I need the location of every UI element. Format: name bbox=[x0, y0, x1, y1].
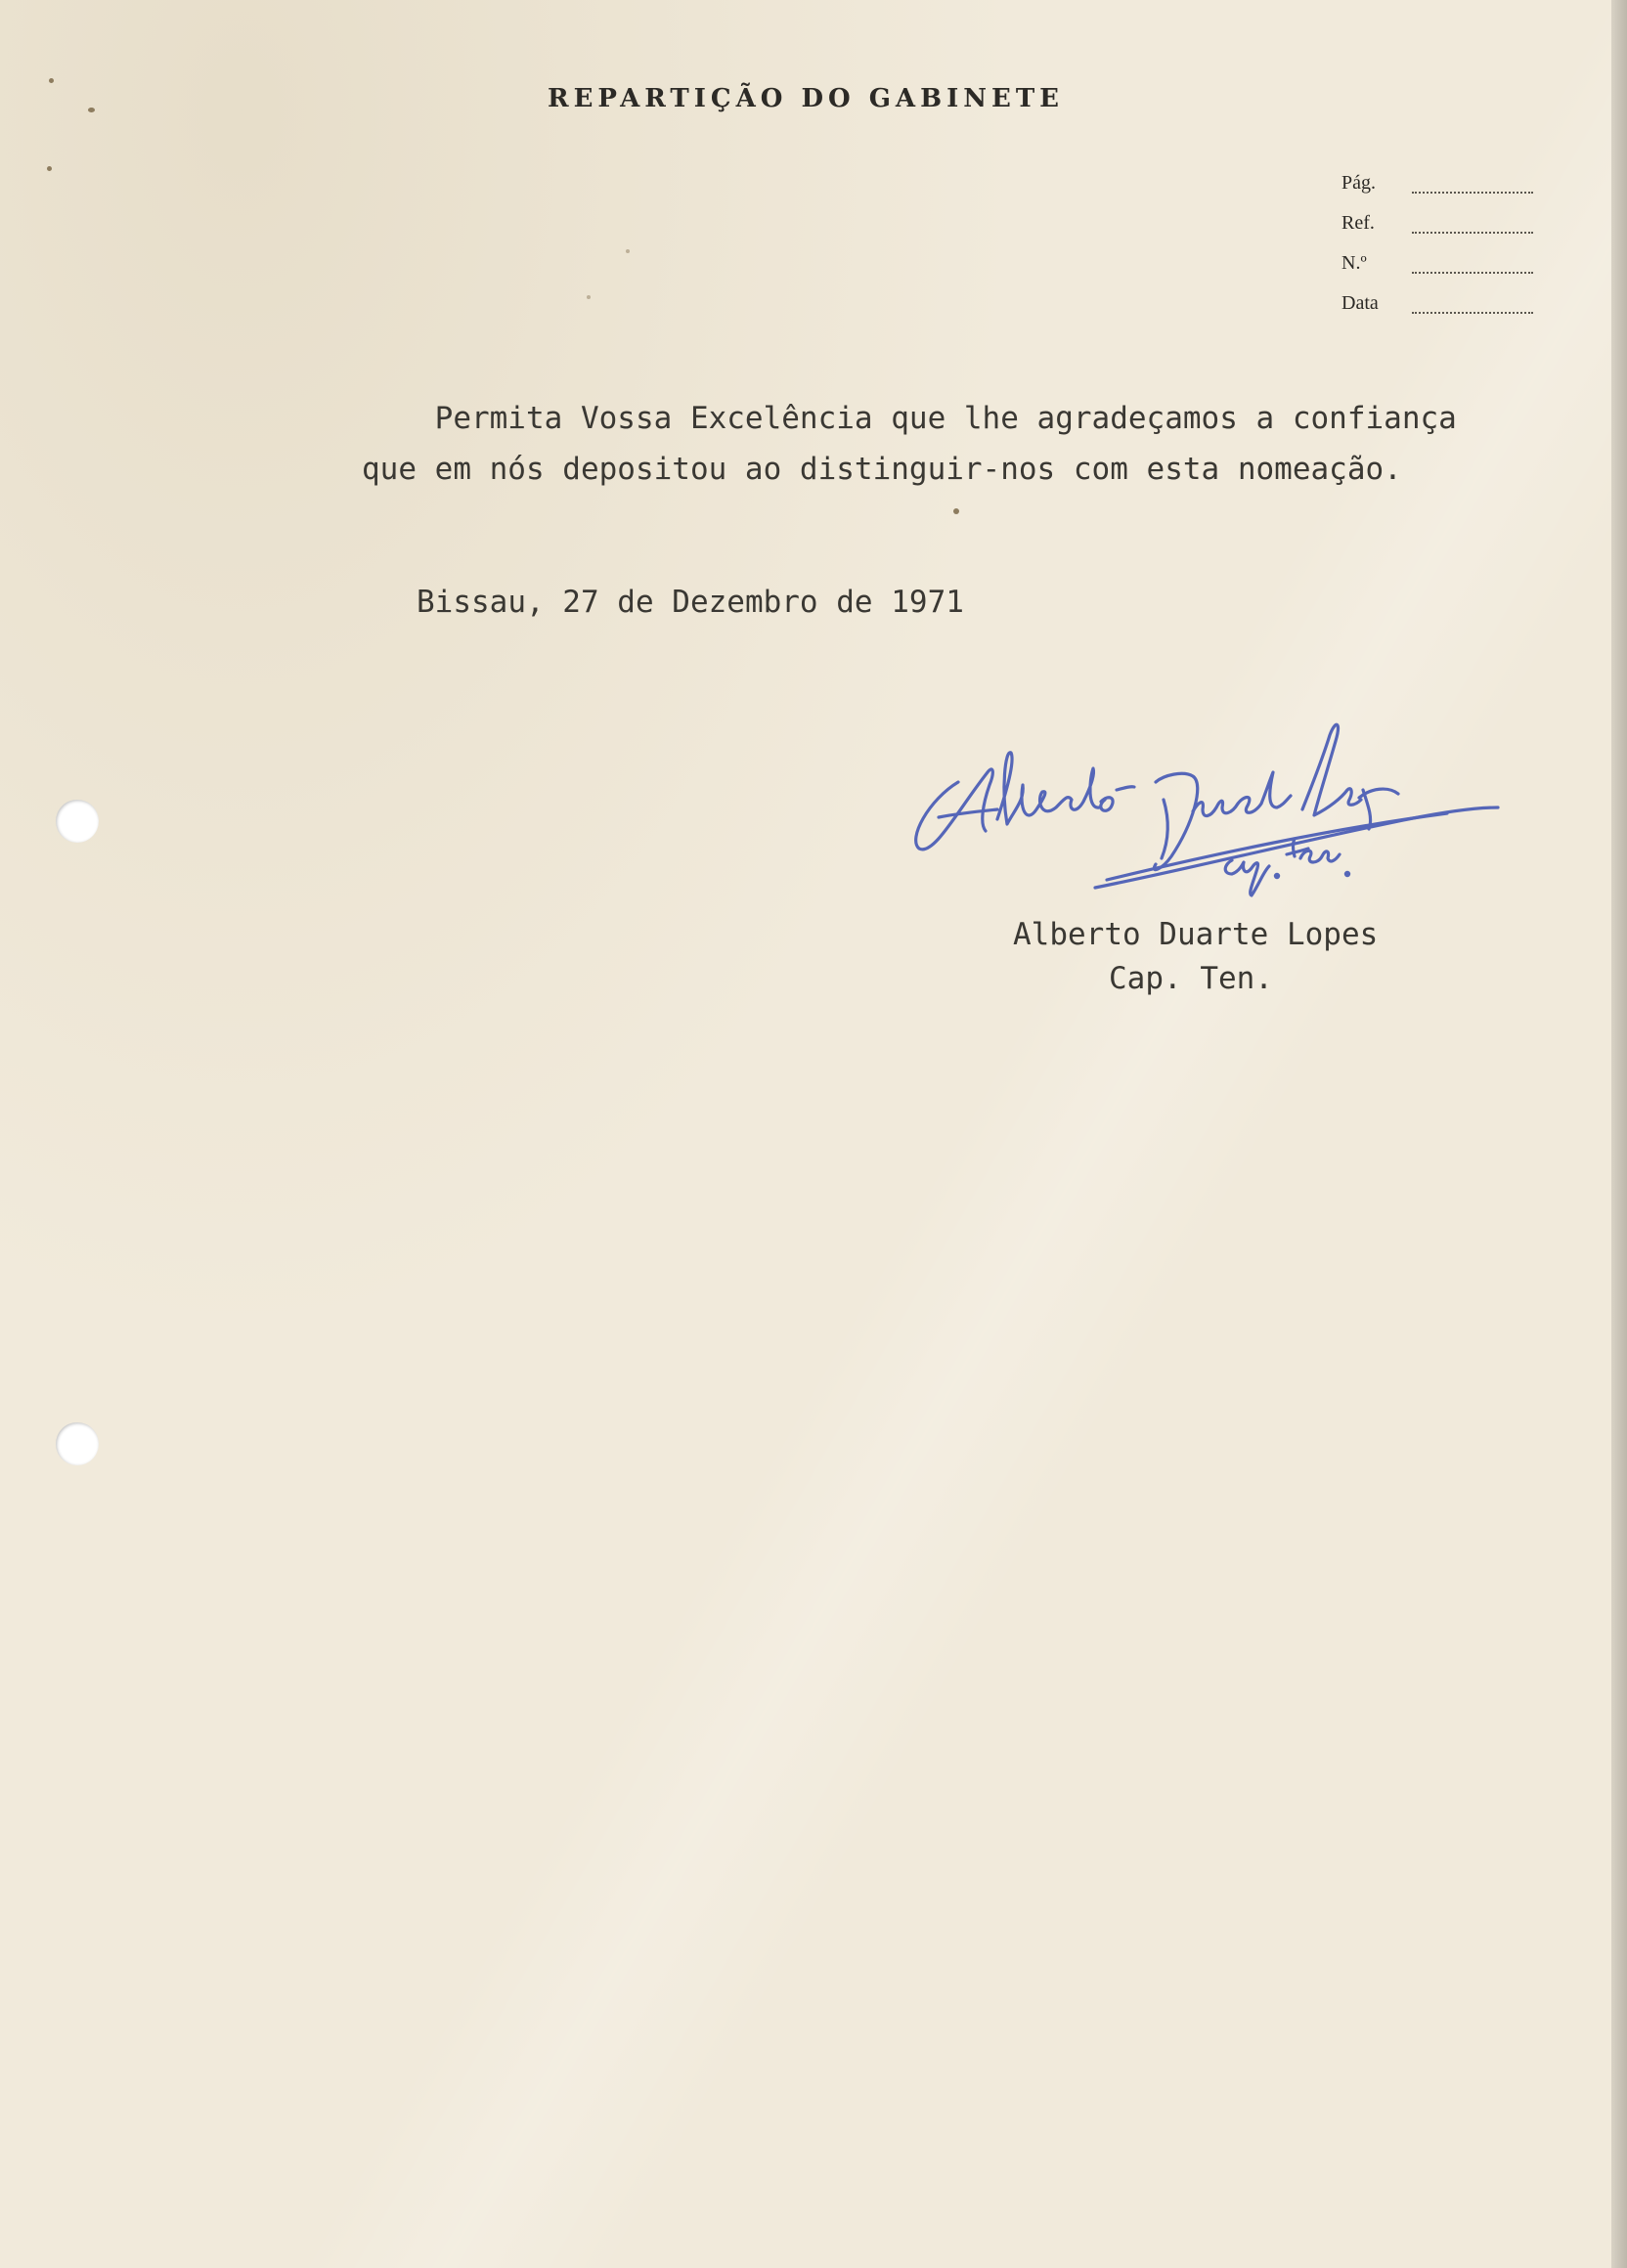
letter-body-line: que em nós depositou ao distinguir-nos com esta nomeação. bbox=[362, 452, 1402, 487]
ref-label-date: Data bbox=[1341, 292, 1379, 314]
ref-label-ref: Ref. bbox=[1341, 212, 1375, 234]
punch-hole bbox=[56, 1422, 99, 1465]
paper-speck bbox=[953, 508, 959, 514]
ref-dotted-line bbox=[1412, 192, 1533, 194]
paper-speck bbox=[49, 78, 54, 83]
ref-label-number: N.º bbox=[1341, 252, 1367, 274]
ref-dotted-line bbox=[1412, 272, 1533, 274]
page-edge bbox=[1611, 0, 1627, 2268]
letter-body-line: Permita Vossa Excelência que lhe agradeçamos a confiança bbox=[362, 401, 1457, 436]
ref-dotted-line bbox=[1412, 312, 1533, 314]
place-date-line: Bissau, 27 de Dezembro de 1971 bbox=[417, 585, 964, 620]
paper-speck bbox=[587, 295, 591, 299]
paper-speck bbox=[47, 166, 52, 171]
ref-label-page: Pág. bbox=[1341, 172, 1376, 194]
ref-dotted-line bbox=[1412, 232, 1533, 234]
handwritten-signature bbox=[900, 692, 1506, 897]
paper-speck bbox=[626, 249, 630, 253]
punch-hole bbox=[56, 800, 99, 843]
letter-body bbox=[362, 393, 1457, 495]
letterhead-title: REPARTIÇÃO DO GABINETE bbox=[548, 84, 1064, 113]
signatory-name: Alberto Duarte Lopes bbox=[1013, 917, 1379, 952]
signatory-rank: Cap. Ten. bbox=[1109, 961, 1273, 996]
